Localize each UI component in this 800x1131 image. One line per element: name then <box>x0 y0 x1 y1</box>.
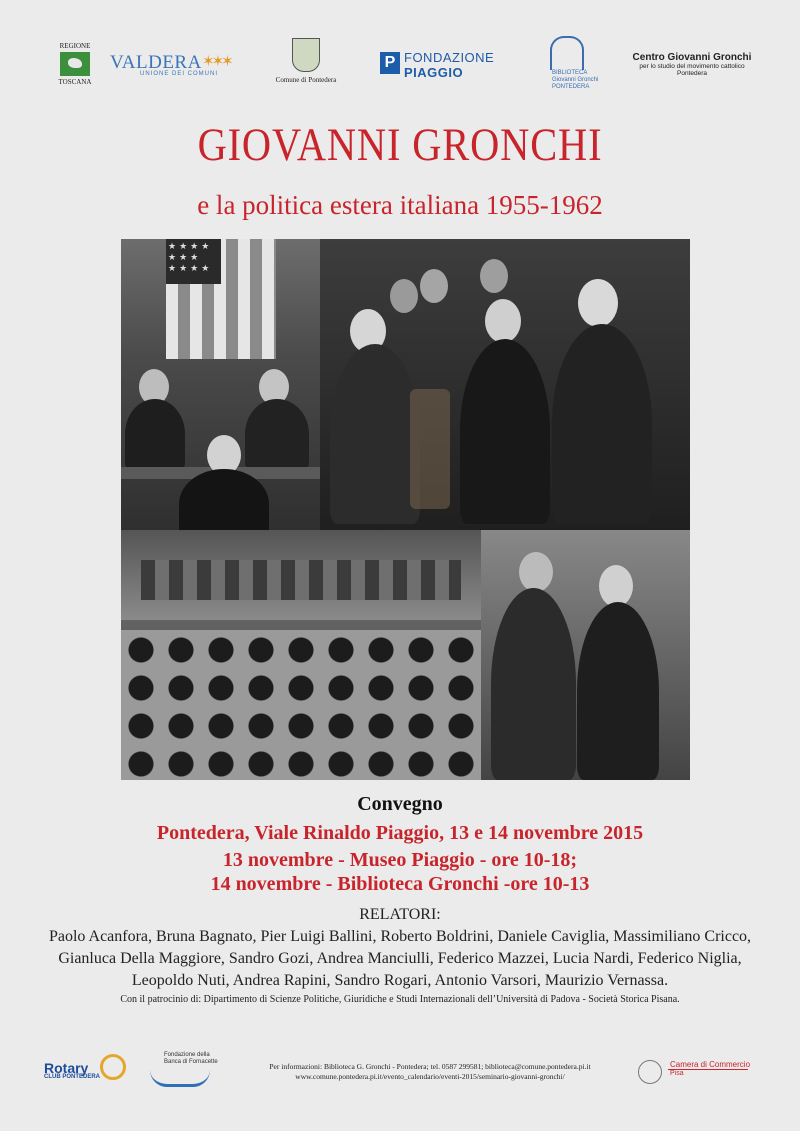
comune-pontedera-logo <box>266 38 346 84</box>
fondazione-piaggio-logo <box>380 50 515 80</box>
fondfor-line2: Banca di Fornacette <box>164 1059 218 1065</box>
people-figures-icon: ✶✶✶ <box>202 54 231 70</box>
centro-line2: per lo studio del movimento cattolico <box>639 63 745 70</box>
info-block <box>230 1062 630 1082</box>
regione-toscana-logo <box>52 42 98 86</box>
comune-label: Comune di Pontedera <box>275 76 337 84</box>
biblioteca-line2: Giovanni Gronchi <box>552 77 599 83</box>
photo-seated-leaders <box>320 239 690 530</box>
crest-icon <box>292 38 320 72</box>
venue-line-2: 13 novembre - Museo Piaggio - ore 10-18; <box>222 849 578 871</box>
wave-icon <box>150 1070 210 1087</box>
centro-gronchi-logo <box>617 52 767 77</box>
poster-title: GIOVANNI GRONCHI <box>197 119 603 171</box>
poster-subtitle: e la politica estera italiana 1955-1962 <box>197 190 603 220</box>
venue-line-1: Pontedera, Viale Rinaldo Piaggio, 13 e 14 novembre 2015 <box>156 822 644 844</box>
centro-line1: Centro Giovanni Gronchi <box>632 52 752 63</box>
relatori-line-1: Paolo Acanfora, Bruna Bagnato, Pier Luigi Ballini, Roberto Boldrini, Daniele Caviglia, Massimiliano Cricco, <box>48 928 752 945</box>
relatori-line-3: Leopoldo Nuti, Andrea Rapini, Sandro Rogari, Antonio Varsori, Maurizio Vernassa. <box>131 972 669 989</box>
fondfor-line1: Fondazione della <box>164 1052 210 1058</box>
photo-band-ceremony <box>121 530 481 780</box>
relatori-line-2: Gianluca Della Maggiore, Sandro Gozi, Andrea Manciulli, Federico Mazzei, Lucia Nardi, Federico Niglia, <box>58 950 742 967</box>
valdera-name: VALDERA <box>110 52 202 73</box>
toscana-label: TOSCANA <box>58 78 92 86</box>
pegasus-flag-icon <box>60 52 90 76</box>
biblioteca-logo <box>546 36 606 91</box>
valdera-logo <box>110 52 245 77</box>
centro-line3: Pontedera <box>677 70 707 77</box>
rotary-logo <box>44 1060 134 1080</box>
piaggio-p-icon: P <box>380 52 400 74</box>
camera-line1: Camera di Commercio <box>670 1060 751 1069</box>
info-line-1: Per informazioni: Biblioteca G. Gronchi - Pontedera; tel. 0587 299581; biblioteca@comune.pontedera.pi.it <box>269 1062 591 1071</box>
photo-congress-speech: ★★★★ ★★★ ★★★★ <box>121 239 320 530</box>
venue-line-3: 14 novembre - Biblioteca Gronchi -ore 10-13 <box>210 873 590 895</box>
biblioteca-line1: BIBLIOTECA <box>552 70 588 76</box>
photo-handshake <box>481 530 690 780</box>
dome-icon <box>550 36 584 70</box>
camera-line2: Pisa <box>668 1069 748 1077</box>
fondazione-line1: FONDAZIONE <box>404 50 495 65</box>
rotary-name: Rotary <box>44 1060 89 1076</box>
camera-commercio-logo <box>638 1060 758 1084</box>
biblioteca-line3: PONTEDERA <box>552 84 590 90</box>
info-line-2: www.comune.pontedera.pi.it/evento_calendario/eventi-2015/seminario-giovanni-gronchi/ <box>295 1072 565 1081</box>
patrocinio-text: Con il patrocinio di: Dipartimento di Scienze Politiche, Giuridiche e Studi Internazionali dell’Università di Padova - Società Storica Pisana. <box>120 994 680 1005</box>
valdera-sub: UNIONE DEI COMUNI <box>140 71 219 77</box>
fondazione-line2: PIAGGIO <box>404 65 464 80</box>
convegno-heading: Convegno <box>357 793 443 815</box>
regione-label: REGIONE <box>59 42 91 50</box>
rotary-wheel-icon <box>100 1054 126 1080</box>
rotary-sub: CLUB PONTEDERA <box>44 1074 101 1080</box>
relatori-heading: RELATORI: <box>359 906 441 923</box>
seal-icon <box>638 1060 662 1084</box>
